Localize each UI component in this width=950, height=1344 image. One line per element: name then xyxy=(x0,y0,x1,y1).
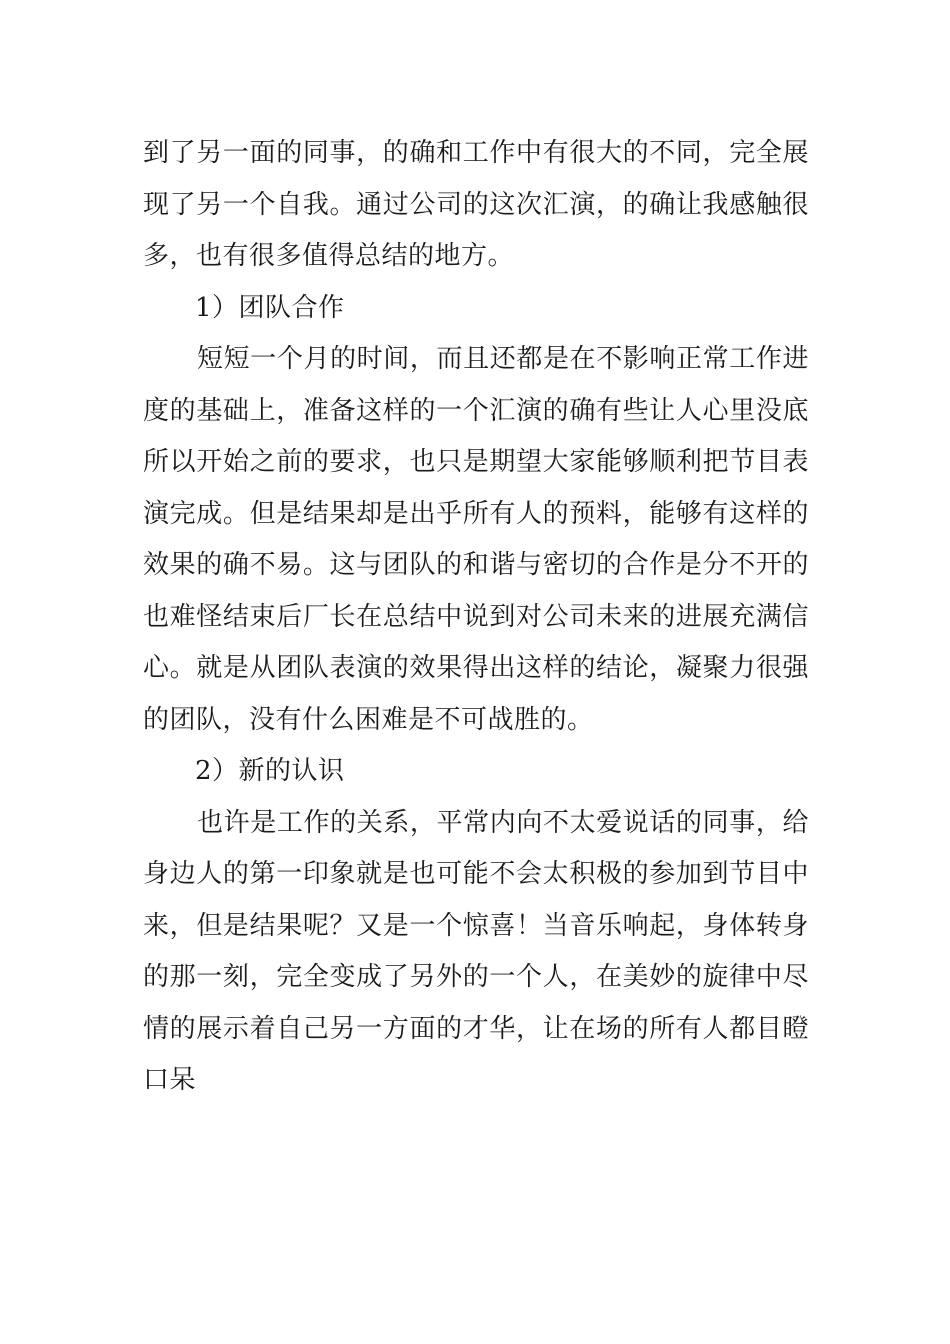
section-heading-team-cooperation: 1）团队合作 xyxy=(195,292,345,323)
paragraph-new-understanding: 也许是工作的关系，平常内向不太爱说话的同事，给身边人的第一印象就是也可能不会太积极的参加到节目中来，但是结果呢？又是一个惊喜！当音乐响起，身体转身的那一刻，完全变成了另外的一个人，在美妙的旋律中尽情的展示着自己另一方面的才华，让在场的所有人都目瞪口呆 xyxy=(143,807,809,1095)
document-body xyxy=(143,128,809,1107)
paragraph-team-cooperation: 短短一个月的时间，而且还都是在不影响正常工作进度的基础上，准备这样的一个汇演的确有些让人心里没底所以开始之前的要求，也只是期望大家能够顺利把节目表演完成。但是结果却是出乎所有人的预料，能够有这样的效果的确不易。这与团队的和谐与密切的合作是分不开的也难怪结束后厂长在总结中说到对公司未来的进展充满信心。就是从团队表演的效果得出这样的结论，凝聚力很强的团队，没有什么困难是不可战胜的。 xyxy=(143,344,809,735)
paragraph-continuation: 到了另一面的同事，的确和工作中有很大的不同，完全展现了另一个自我。通过公司的这次汇演，的确让我感触很多，也有很多值得总结的地方。 xyxy=(143,138,809,271)
section-heading-new-understanding: 2）新的认识 xyxy=(195,756,345,786)
